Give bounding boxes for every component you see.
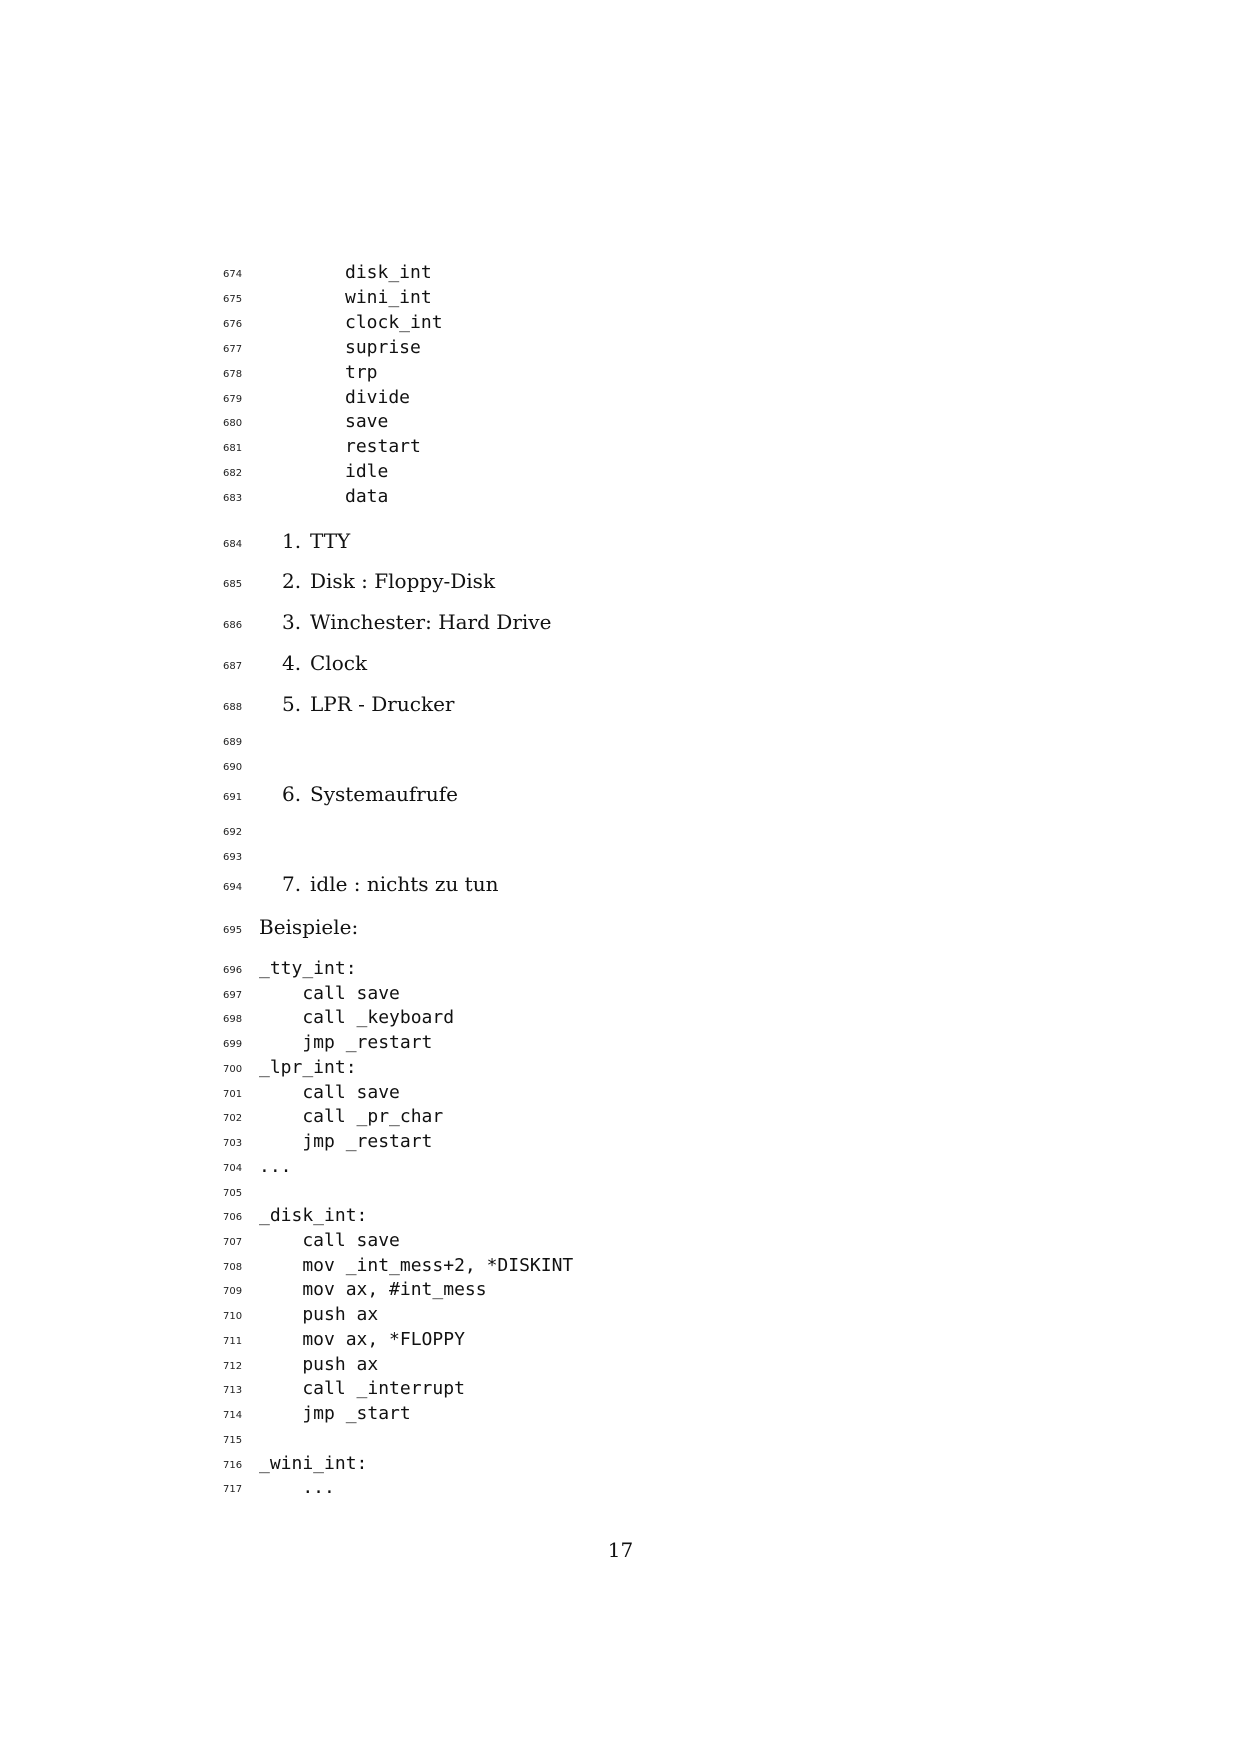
list-item-text: Clock xyxy=(310,651,368,675)
code-line: suprise xyxy=(345,336,421,358)
list-item-text: Systemaufrufe xyxy=(310,782,458,806)
list-item-text: Disk : Floppy-Disk xyxy=(310,569,496,593)
code-line: mov ax, #int_mess xyxy=(259,1279,487,1301)
code-line: mov _int_mess+2, *DISKINT xyxy=(259,1254,574,1276)
line-number: 694 xyxy=(223,882,243,893)
list-item-text: TTY xyxy=(310,529,351,553)
code-line: _wini_int: xyxy=(259,1452,368,1474)
code-line: push ax xyxy=(259,1353,379,1375)
line-number: 707 xyxy=(223,1237,243,1249)
code-line: call _pr_char xyxy=(259,1106,444,1128)
line-number: 674 xyxy=(223,269,243,280)
list-item-number: 6. xyxy=(282,782,302,806)
list-item-text: Winchester: Hard Drive xyxy=(310,610,552,634)
code-line: _disk_int: xyxy=(259,1205,368,1227)
code-line: restart xyxy=(345,436,421,458)
line-number: 687 xyxy=(223,661,243,672)
line-number: 698 xyxy=(223,1014,243,1026)
line-number: 704 xyxy=(223,1162,243,1174)
line-number: 681 xyxy=(223,443,243,455)
code-line: call _keyboard xyxy=(259,1007,455,1029)
line-number: 710 xyxy=(223,1311,243,1323)
line-number: 705 xyxy=(223,1187,243,1199)
code-line: _lpr_int: xyxy=(259,1056,357,1078)
line-number: 716 xyxy=(223,1459,243,1471)
line-number: 715 xyxy=(223,1434,243,1446)
list-item-text: idle : nichts zu tun xyxy=(310,872,499,896)
code-line: disk_int xyxy=(345,262,432,283)
line-number: 689 xyxy=(223,737,243,748)
line-number: 690 xyxy=(223,762,243,773)
list-item-number: 2. xyxy=(282,569,302,593)
line-number: 703 xyxy=(223,1138,243,1150)
code-line: _tty_int: xyxy=(259,958,357,979)
code-line: call _interrupt xyxy=(259,1378,465,1400)
code-line: mov ax, *FLOPPY xyxy=(259,1328,465,1350)
heading-text: Beispiele: xyxy=(259,915,359,939)
line-number: 682 xyxy=(223,468,243,480)
line-number: 714 xyxy=(223,1410,243,1422)
line-number: 685 xyxy=(223,579,243,590)
code-line: ... xyxy=(259,1155,292,1177)
line-number: 702 xyxy=(223,1113,243,1125)
line-number: 711 xyxy=(223,1335,243,1347)
code-line: idle xyxy=(345,461,389,483)
line-number: 683 xyxy=(223,493,243,505)
line-number: 686 xyxy=(223,620,243,631)
line-number: 678 xyxy=(223,368,243,380)
line-number: 675 xyxy=(223,293,243,305)
code-line: ... xyxy=(259,1477,335,1499)
code-line: push ax xyxy=(259,1304,379,1326)
list-item-number: 4. xyxy=(282,651,302,675)
line-number: 693 xyxy=(223,852,243,863)
code-line: trp xyxy=(345,361,378,383)
code-line: call save xyxy=(259,982,400,1004)
line-number: 713 xyxy=(223,1385,243,1397)
line-number: 695 xyxy=(223,925,243,936)
code-line: clock_int xyxy=(345,311,443,333)
list-item-number: 5. xyxy=(282,692,302,716)
code-line: jmp _restart xyxy=(259,1131,433,1153)
line-number: 677 xyxy=(223,343,243,355)
line-number: 679 xyxy=(223,393,243,405)
list-item-number: 3. xyxy=(282,610,302,634)
line-number: 712 xyxy=(223,1360,243,1372)
list-item-number: 1. xyxy=(282,529,302,553)
line-number: 684 xyxy=(223,539,243,550)
list-item-number: 7. xyxy=(282,872,302,896)
line-number: 717 xyxy=(223,1484,243,1496)
line-number: 709 xyxy=(223,1286,243,1298)
line-number: 708 xyxy=(223,1261,243,1273)
line-number: 701 xyxy=(223,1088,243,1100)
code-line: call save xyxy=(259,1081,400,1103)
code-line: call save xyxy=(259,1230,400,1252)
line-number: 692 xyxy=(223,827,243,838)
list-item-text: LPR - Drucker xyxy=(310,692,455,716)
code-line: save xyxy=(345,411,389,433)
line-number: 706 xyxy=(223,1212,243,1224)
code-line: jmp _start xyxy=(259,1403,411,1425)
line-number: 696 xyxy=(223,965,243,976)
code-line: data xyxy=(345,486,389,508)
code-line: wini_int xyxy=(345,286,432,308)
line-number: 699 xyxy=(223,1039,243,1051)
line-number: 676 xyxy=(223,318,243,330)
line-number: 691 xyxy=(223,792,243,803)
code-line: jmp _restart xyxy=(259,1032,433,1054)
line-number: 680 xyxy=(223,418,243,430)
line-number: 700 xyxy=(223,1063,243,1075)
code-line: divide xyxy=(345,386,411,408)
line-number: 688 xyxy=(223,702,243,713)
line-number: 697 xyxy=(223,989,243,1001)
page-number: 17 xyxy=(607,1538,634,1562)
